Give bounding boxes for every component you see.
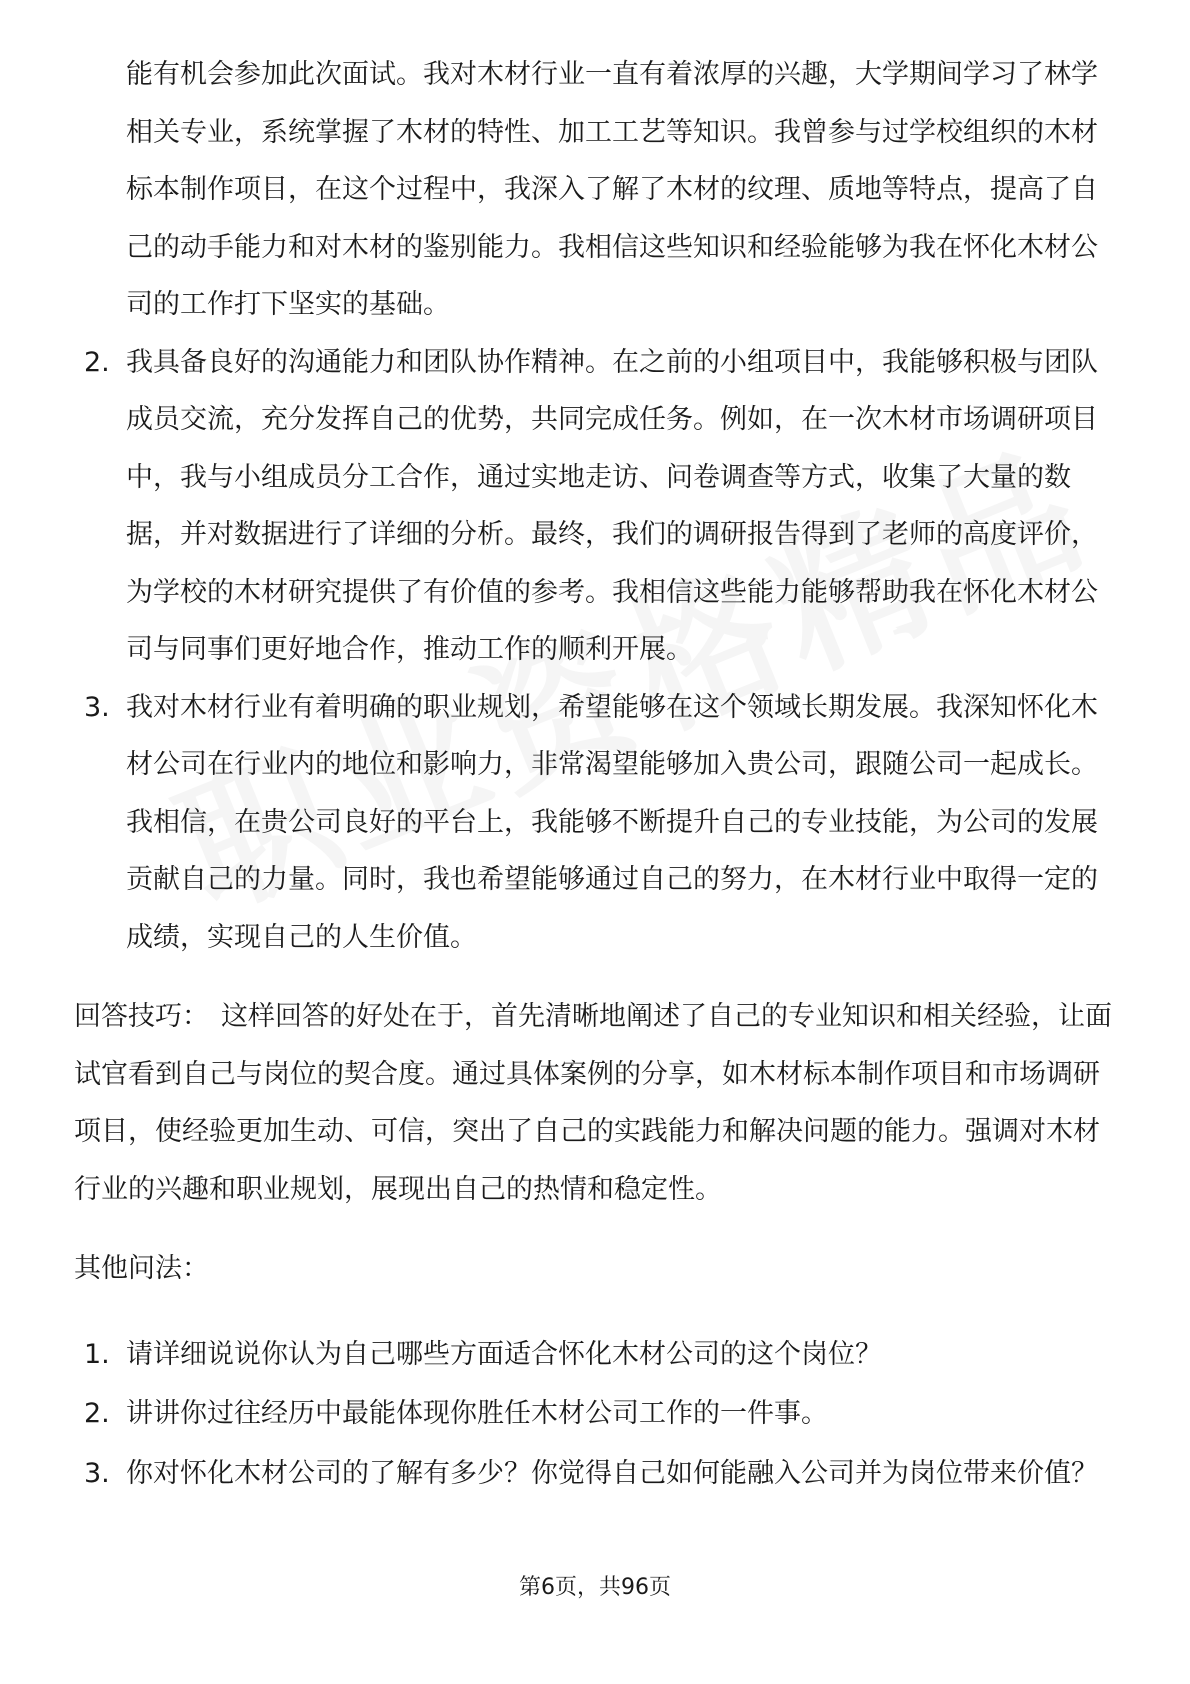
list-item-text: 请详细说说你认为自己哪些方面适合怀化木材公司的这个岗位？ [126, 1338, 882, 1370]
answer-list [74, 46, 1120, 966]
tips-label: 回答技巧： [74, 1001, 209, 1032]
answer-item-2 [74, 334, 1120, 679]
list-number: 2. [84, 346, 110, 378]
list-number: 3. [84, 1457, 110, 1489]
other-questions-list [74, 1326, 1120, 1503]
list-item-text: 讲讲你过往经历中最能体现你胜任木材公司工作的一件事。 [126, 1398, 828, 1429]
list-item-text: 能有机会参加此次面试。我对木材行业一直有着浓厚的兴趣，大学期间学习了林学相关专业，系统掌握了木材的特性、加工工艺等知识。我曾参与过学校组织的木材标本制作项目，在这个过程中，我深入了解了木材的纹理、质地等特点，提高了自己的动手能力和对木材的鉴别能力。我相信这些知识和经验能够为我在怀化木材公司的工作打下坚实的基础。 [126, 59, 1098, 320]
question-item-1 [74, 1326, 1120, 1384]
list-item-text: 你对怀化木材公司的了解有多少？你觉得自己如何能融入公司并为岗位带来价值？ [126, 1457, 1098, 1489]
other-questions-heading: 其他问法： [74, 1253, 209, 1284]
answer-item-3 [74, 679, 1120, 967]
list-number: 3. [84, 691, 110, 723]
list-number: 2. [84, 1398, 110, 1429]
page-number-footer: 第6页，共96页 [519, 1575, 671, 1600]
answer-tips-paragraph [74, 988, 1120, 1218]
question-item-3 [74, 1445, 1120, 1503]
list-item-text: 我对木材行业有着明确的职业规划，希望能够在这个领域长期发展。我深知怀化木材公司在行业内的地位和影响力，非常渴望能够加入贵公司，跟随公司一起成长。我相信，在贵公司良好的平台上，我能够不断提升自己的专业技能，为公司的发展贡献自己的力量。同时，我也希望能够通过自己的努力，在木材行业中取得一定的成绩，实现自己的人生价值。 [126, 691, 1098, 953]
list-item-text: 我具备良好的沟通能力和团队协作精神。在之前的小组项目中，我能够积极与团队成员交流，充分发挥自己的优势，共同完成任务。例如，在一次木材市场调研项目中，我与小组成员分工合作，通过实地走访、问卷调查等方式，收集了大量的数据，并对数据进行了详细的分析。最终，我们的调研报告得到了老师的高度评价，为学校的木材研究提供了有价值的参考。我相信这些能力能够帮助我在怀化木材公司与同事们更好地合作，推动工作的顺利开展。 [126, 346, 1098, 665]
page-content [74, 46, 1120, 1504]
list-number: 1. [84, 1338, 110, 1370]
tips-text: 这样回答的好处在于，首先清晰地阐述了自己的专业知识和相关经验，让面试官看到自己与岗位的契合度。通过具体案例的分享，如木材标本制作项目和市场调研项目，使经验更加生动、可信，突出了自己的实践能力和解决问题的能力。强调对木材行业的兴趣和职业规划，展现出自己的热情和稳定性。 [74, 1001, 1112, 1205]
question-item-2 [74, 1385, 1120, 1443]
answer-item-continued [74, 46, 1120, 334]
